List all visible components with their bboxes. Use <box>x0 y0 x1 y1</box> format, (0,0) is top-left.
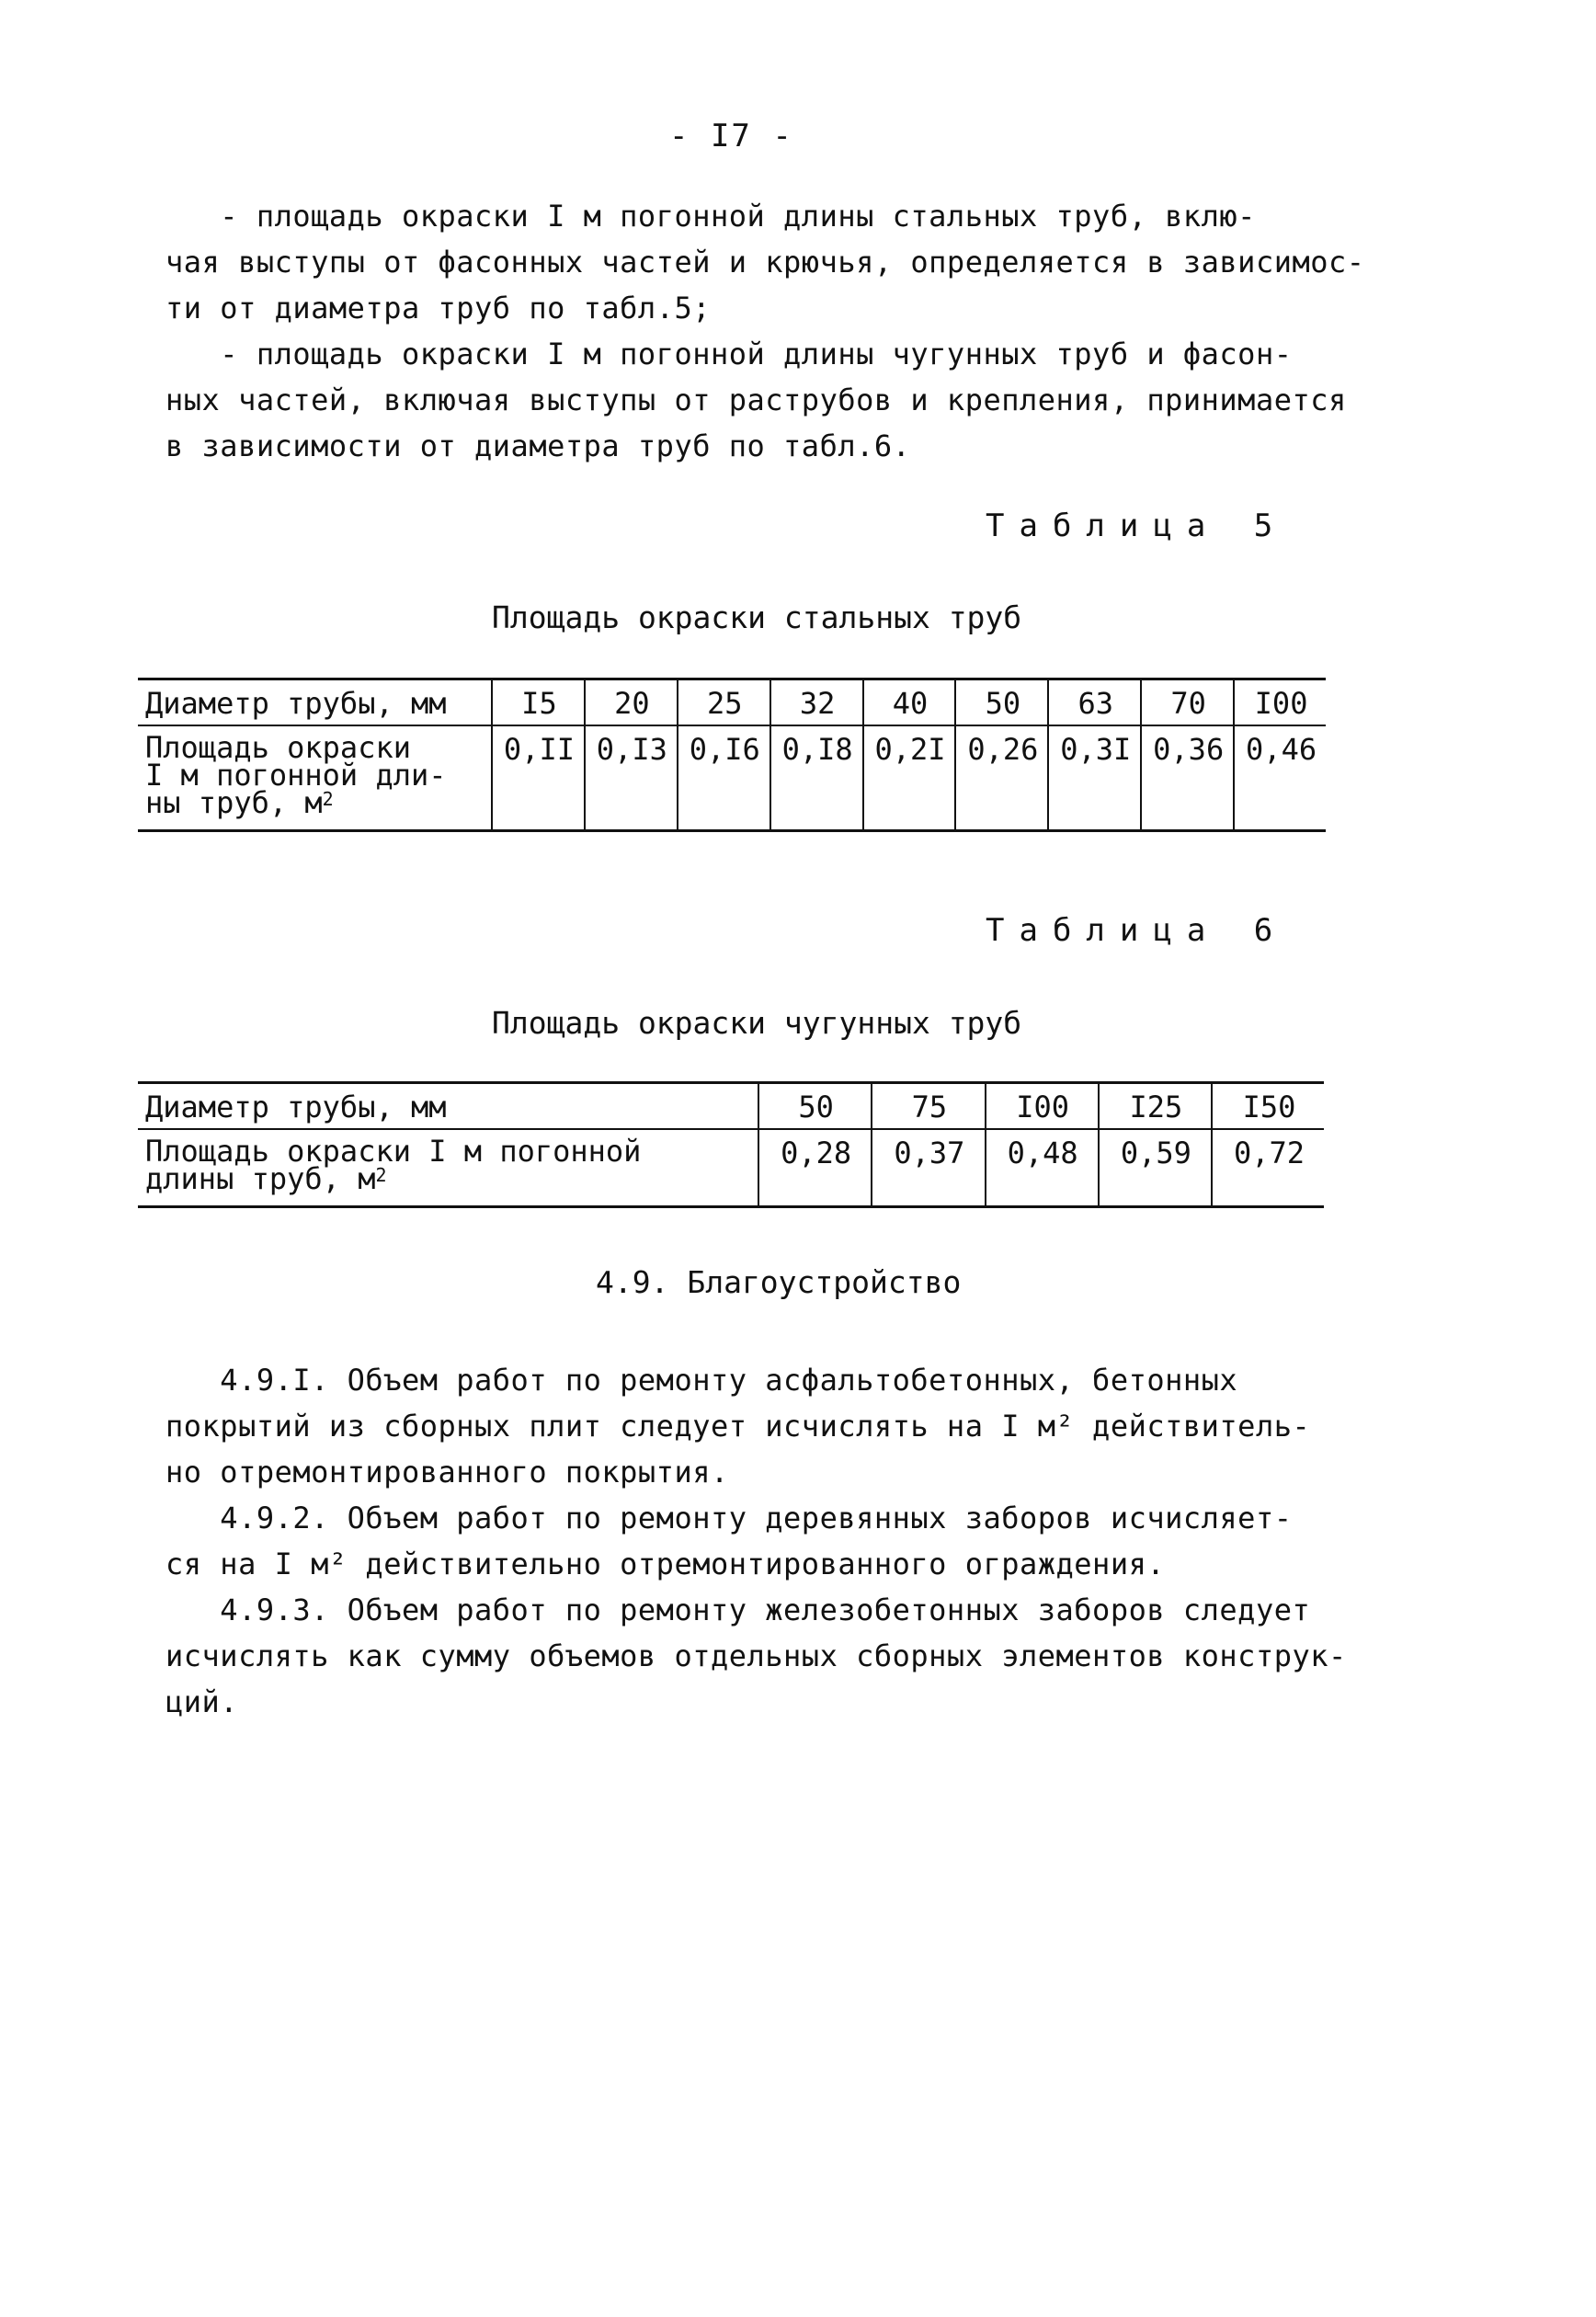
text-line: ных частей, включая выступы от раструбов и крепления, принимается <box>165 382 1347 417</box>
text-line: чая выступы от фасонных частей и крючья, определяется в зависимос- <box>165 245 1365 280</box>
table6-area-cell: 0,72 <box>1212 1129 1324 1207</box>
table5-diameter-cell: I5 <box>492 679 585 726</box>
table6-area-cell: 0,37 <box>872 1129 985 1207</box>
table5-area-cell: 0,II <box>492 725 585 831</box>
table5-row1-label: Диаметр трубы, мм <box>138 679 492 726</box>
text-line: - площадь окраски I м погонной длины стальных труб, вклю- <box>165 199 1256 234</box>
table6-area-cell: 0,48 <box>986 1129 1099 1207</box>
table6-area-cell: 0,59 <box>1099 1129 1212 1207</box>
label-line-text: длины труб, м <box>145 1161 376 1196</box>
text-line: исчислять как сумму объемов отдельных сборных элементов конструк- <box>165 1638 1347 1673</box>
table5-diameter-cell: 40 <box>863 679 956 726</box>
table5-row2-label <box>138 725 492 831</box>
text-line: ти от диаметра труб по табл.5; <box>165 291 711 325</box>
table5-diameter-cell: 63 <box>1048 679 1141 726</box>
table5-diameter-cell: I00 <box>1234 679 1326 726</box>
label-line: I м погонной дли- <box>145 758 447 793</box>
table5-area-cell: 0,36 <box>1141 725 1234 831</box>
table5-area-cell: 0,46 <box>1234 725 1326 831</box>
intro-paragraph <box>165 193 1397 469</box>
label-line <box>145 1161 752 1196</box>
table5-diameter-cell: 25 <box>678 679 770 726</box>
text-line: 4.9.3. Объем работ по ремонту железобетонных заборов следует <box>165 1592 1311 1627</box>
table6-diameter-cell: I50 <box>1212 1083 1324 1130</box>
text-line: 4.9.2. Объем работ по ремонту деревянных заборов исчисляет- <box>165 1501 1293 1535</box>
table5-area-cell: 0,I6 <box>678 725 770 831</box>
table5-diameter-cell: 50 <box>955 679 1048 726</box>
table6-diameter-row <box>138 1083 1324 1130</box>
table6-diameter-cell: 50 <box>758 1083 872 1130</box>
table5 <box>138 678 1326 832</box>
table6-caption: Таблица 6 <box>986 912 1288 949</box>
text-line: покрытий из сборных плит следует исчислять на I м² действитель- <box>165 1409 1311 1444</box>
table6-area-row <box>138 1129 1324 1207</box>
table5-area-cell: 0,26 <box>955 725 1048 831</box>
table5-diameter-cell: 20 <box>585 679 678 726</box>
table6-diameter-cell: 75 <box>872 1083 985 1130</box>
unit-superscript: 2 <box>322 788 334 810</box>
table5-area-cell: 0,2I <box>863 725 956 831</box>
table6-title: Площадь окраски чугунных труб <box>492 1005 1022 1041</box>
text-line: в зависимости от диаметра труб по табл.6. <box>165 428 911 463</box>
label-line: Площадь окраски <box>145 730 411 765</box>
table5-caption: Таблица 5 <box>986 508 1288 544</box>
section-paragraph-3 <box>165 1587 1397 1725</box>
section-heading: 4.9. Благоустройство <box>596 1264 962 1300</box>
unit-superscript: 2 <box>375 1164 387 1186</box>
section-paragraph-1 <box>165 1357 1397 1495</box>
text-line: - площадь окраски I м погонной длины чугунных труб и фасон- <box>165 337 1293 371</box>
text-line: ций. <box>165 1684 239 1719</box>
section-paragraph-2 <box>165 1495 1397 1587</box>
table5-title: Площадь окраски стальных труб <box>492 599 1022 635</box>
text-line: но отремонтированного покрытия. <box>165 1455 729 1490</box>
table5-diameter-cell: 70 <box>1141 679 1234 726</box>
table6-diameter-cell: I25 <box>1099 1083 1212 1130</box>
table5-area-cell: 0,I3 <box>585 725 678 831</box>
table6-row1-label: Диаметр трубы, мм <box>138 1083 758 1130</box>
label-line-text: ны труб, м <box>145 785 323 820</box>
table5-area-cell: 0,I8 <box>770 725 863 831</box>
label-line <box>145 785 485 820</box>
text-line: 4.9.I. Объем работ по ремонту асфальтобетонных, бетонных <box>165 1363 1238 1398</box>
page-number: - I7 - <box>669 118 793 154</box>
table6 <box>138 1081 1324 1208</box>
table5-diameter-cell: 32 <box>770 679 863 726</box>
table5-area-cell: 0,3I <box>1048 725 1141 831</box>
text-line: ся на I м² действительно отремонтированного ограждения. <box>165 1547 1166 1581</box>
table6-area-cell: 0,28 <box>758 1129 872 1207</box>
table5-diameter-row <box>138 679 1326 726</box>
table6-diameter-cell: I00 <box>986 1083 1099 1130</box>
table5-area-row <box>138 725 1326 831</box>
label-line: Площадь окраски I м погонной <box>145 1134 642 1169</box>
table6-row2-label <box>138 1129 758 1207</box>
